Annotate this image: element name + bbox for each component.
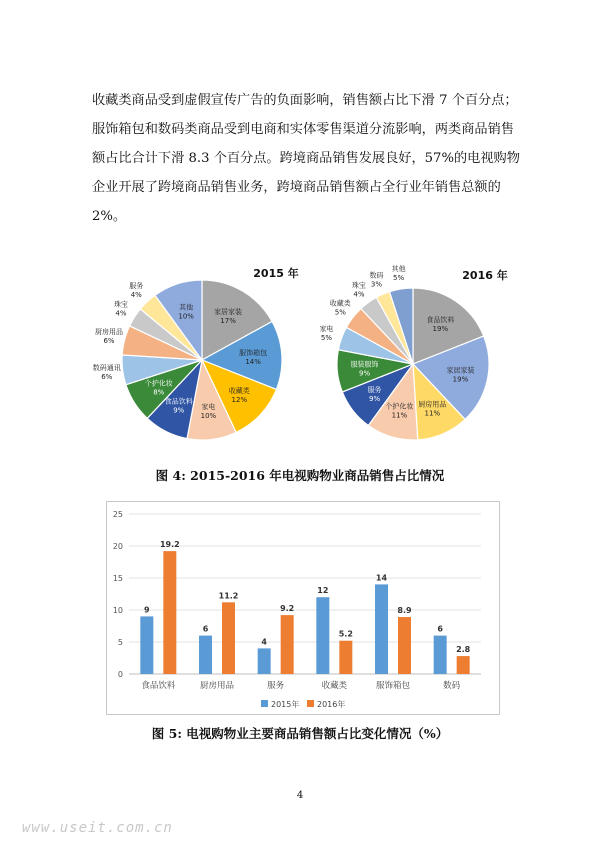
pie-charts [80,262,540,462]
pie-1 [319,264,507,440]
pie-0-value-4: 9% [173,406,185,415]
pie-1-value-0: 19% [432,324,449,333]
pie-1-label-6: 家电 [319,324,334,333]
pie-1-value-3: 11% [391,411,408,420]
bar-label-0-1: 6 [202,624,209,634]
pie-0-value-6: 6% [101,373,113,382]
pie-0-value-5: 8% [153,388,165,397]
pie-0-value-1: 14% [245,357,261,366]
pie-0-value-0: 17% [220,316,236,325]
bar-1-4 [398,617,411,674]
pie-1-label-0: 食品饮料 [426,315,455,324]
y-tick-3: 15 [112,574,123,583]
bar-0-1 [199,636,212,674]
pie-0-label-9: 服务 [129,282,144,291]
legend-label-1: 2016年 [317,700,346,709]
pie-1-value-6: 5% [320,333,332,342]
pie-0-label-7: 厨房用品 [95,328,124,337]
pie-1-label-1: 家居家装 [446,366,475,375]
bar-label-1-3: 5.2 [338,629,353,639]
pie-1-label-7: 收藏类 [329,299,351,308]
pie-1-label-5: 服装服饰 [350,360,379,369]
x-tick-2: 服务 [267,681,285,691]
legend-swatch-1 [307,700,314,707]
pie-0-value-9: 4% [130,291,142,300]
pie-1-label-4: 服务 [367,385,382,394]
bar-1-0 [163,551,176,674]
bar-label-1-4: 8.9 [397,606,412,616]
pie-1-value-9: 3% [370,280,383,289]
pie-1-value-2: 11% [424,409,441,418]
pie-1-title: 2016 年 [462,269,508,282]
pie-1-label-8: 珠宝 [351,281,366,290]
bar-1-2 [281,615,294,674]
pie-0-value-10: 10% [178,312,194,321]
bar-0-5 [434,636,447,674]
pie-0-label-1: 服饰箱包 [239,348,268,357]
pie-1-value-8: 4% [353,290,365,299]
pie-0-label-6: 数码通讯 [92,364,121,373]
pie-0-label-0: 家居家装 [214,307,243,316]
bar-legend [261,699,345,709]
bar-label-1-2: 9.2 [280,604,295,614]
y-tick-5: 25 [112,510,123,519]
y-tick-1: 5 [117,638,123,647]
x-tick-4: 服饰箱包 [375,681,411,691]
pie-0-value-3: 10% [200,411,217,420]
bar-0-2 [258,648,271,674]
watermark: www.useit.com.cn [22,820,173,836]
pie-0-label-3: 家电 [201,402,216,411]
page-number: 4 [296,790,304,801]
legend-label-0: 2015年 [271,700,300,709]
pie-0-label-2: 收藏类 [228,387,250,396]
pie-1-label-10: 其他 [391,265,406,274]
x-tick-5: 数码 [443,681,461,691]
bar-chart-svg [107,502,499,714]
bar-label-0-3: 12 [317,586,329,596]
body-paragraph [92,86,522,231]
bar-1-3 [339,641,352,674]
pie-0-value-7: 6% [103,337,115,346]
pie-1-value-1: 19% [452,375,469,384]
pie-0 [93,266,299,440]
pie-1-label-2: 厨房用品 [418,400,447,409]
x-tick-3: 收藏类 [321,681,348,691]
pie-0-label-8: 珠宝 [113,300,128,309]
pie-charts-svg [80,262,540,462]
pie-0-label-4: 食品饮料 [164,397,193,406]
bar-0-3 [316,597,329,674]
bar-0-4 [375,584,388,674]
pie-1-value-10: 5% [393,274,405,283]
bar-1-1 [222,602,235,674]
pie-1-value-5: 9% [359,369,371,378]
x-tick-0: 食品饮料 [141,681,176,691]
figure4-caption: 图 4: 2015-2016 年电视购物业商品销售占比情况 [155,468,445,483]
bar-label-0-2: 4 [261,637,267,647]
y-tick-0: 0 [117,670,123,679]
bar-chart-frame [106,501,500,715]
bar-0-0 [140,616,153,674]
bar-label-0-5: 6 [437,624,443,634]
bar-label-1-5: 2.8 [456,645,471,655]
bar-label-0-4: 14 [375,573,388,583]
bar-label-1-0: 19.2 [159,540,180,550]
pie-1-value-7: 5% [334,308,346,317]
bar-1-5 [457,656,470,674]
paragraph-text: 收藏类商品受到虚假宣传广告的负面影响，销售额占比下滑 7 个百分点；服饰箱包和数码类商品受到电商和实体零售渠道分流影响，两类商品销售额占比合计下滑 8.3 个百分点。跨境商品销售发展良好，57%的电视购物企业开展了跨境商品销售业务，跨境商品销售额占全行业年销售总额的 2%。 [92,93,520,224]
y-tick-4: 20 [112,542,123,551]
pie-0-title: 2015 年 [253,267,299,280]
pie-1-label-3: 个护化妆 [385,402,414,411]
bar-marks [140,540,470,691]
pie-0-label-5: 个护化妆 [144,379,173,388]
pie-0-value-8: 4% [115,309,127,318]
figure5-caption: 图 5: 电视购物业主要商品销售额占比变化情况（%） [151,726,449,741]
pie-1-value-4: 9% [369,394,381,403]
x-tick-1: 厨房用品 [199,681,235,691]
y-tick-2: 10 [112,606,123,615]
legend-swatch-0 [261,700,268,707]
bar-label-0-0: 9 [144,605,150,615]
pie-0-label-10: 其他 [179,303,194,312]
pie-1-label-9: 数码 [369,271,384,280]
bar-label-1-1: 11.2 [218,591,239,601]
pie-0-value-2: 12% [231,396,248,405]
